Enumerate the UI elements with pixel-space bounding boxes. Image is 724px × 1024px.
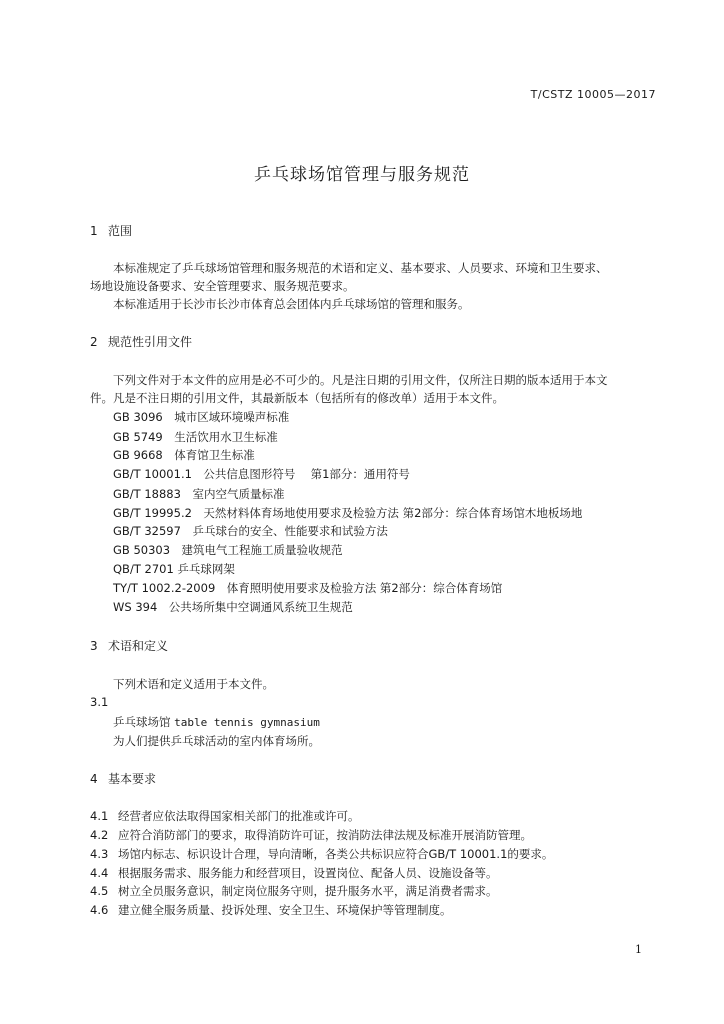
reference-item: GB/T 10001.1 公共信息图形符号 第1部分：通用符号 [113,467,410,481]
item-number: 4.1 [90,809,109,823]
item-text: 经营者应依法取得国家相关部门的批准或许可。 [118,809,360,823]
item-number: 4.4 [90,866,109,880]
paragraph: 件。凡是不注日期的引用文件，其最新版本（包括所有的修改单）适用于本文件。 [90,391,504,405]
reference-item: TY/T 1002.2-2009 体育照明使用要求及检验方法 第2部分：综合体育场馆 [113,581,503,595]
section-number: 3 [90,639,98,653]
requirement-item [90,883,498,899]
term-entry [113,714,320,730]
paragraph: 本标准适用于长沙市长沙市体育总会团体内乒乓球场馆的管理和服务。 [113,297,470,311]
reference-item: WS 394 公共场所集中空调通风系统卫生规范 [113,600,353,614]
section-number: 2 [90,335,98,349]
reference-item: GB 9668 体育馆卫生标准 [113,448,255,462]
reference-item: QB/T 2701 乒乓球网架 [113,562,235,576]
section-number: 4 [90,772,98,786]
requirement-item [90,846,553,862]
reference-item: GB/T 32597 乒乓球台的安全、性能要求和试验方法 [113,524,388,538]
page-title: 乒乓球场馆管理与服务规范 [254,165,470,185]
section-title: 规范性引用文件 [108,335,193,349]
paragraph: 场地设施设备要求、安全管理要求、服务规范要求。 [90,279,355,293]
reference-item: GB 5749 生活饮用水卫生标准 [113,430,278,444]
item-number: 4.2 [90,828,109,842]
item-number: 4.3 [90,847,109,861]
requirement-item [90,808,360,824]
paragraph: 下列文件对于本文件的应用是必不可少的。凡是注日期的引用文件，仅所注日期的版本适用于本文 [113,373,608,387]
reference-item: GB 50303 建筑电气工程施工质量验收规范 [113,543,343,557]
reference-item: GB/T 18883 室内空气质量标准 [113,487,285,501]
reference-item: GB/T 19995.2 天然材料体育场地使用要求及检验方法 第2部分：综合体育场馆木地板场地 [113,506,583,520]
paragraph: 本标准规定了乒乓球场馆管理和服务规范的术语和定义、基本要求、人员要求、环境和卫生要求、 [113,261,608,275]
requirement-item [90,827,532,843]
section-title: 基本要求 [108,772,157,786]
subclause-number: 3.1 [90,695,109,709]
item-text: 应符合消防部门的要求，取得消防许可证，按消防法律法规及标准开展消防管理。 [118,828,532,842]
term-english: table tennis gymnasium [174,716,320,729]
section-2-heading [90,333,192,350]
document-code: T/CSTZ 10005—2017 [530,88,656,101]
section-title: 术语和定义 [108,639,169,653]
section-3-heading [90,637,168,654]
section-number: 1 [90,224,98,238]
item-number: 4.6 [90,903,109,917]
item-text: 树立全员服务意识，制定岗位服务守则，提升服务水平，满足消费者需求。 [118,884,498,898]
item-text: 根据服务需求、服务能力和经营项目，设置岗位、配备人员、设施设备等。 [118,866,498,880]
requirement-item [90,865,498,881]
reference-item: GB 3096 城市区域环境噪声标准 [113,410,290,424]
item-text: 建立健全服务质量、投诉处理、安全卫生、环境保护等管理制度。 [118,903,452,917]
item-text: 场馆内标志、标识设计合理，导向清晰，各类公共标识应符合GB/T 10001.1的要求。 [118,847,554,861]
requirement-item [90,902,452,918]
paragraph: 下列术语和定义适用于本文件。 [113,677,274,691]
section-title: 范围 [108,224,133,238]
section-1-heading [90,222,132,239]
page-number: 1 [635,943,642,956]
section-4-heading [90,770,156,787]
term-chinese: 乒乓球场馆 [113,715,171,729]
item-number: 4.5 [90,884,109,898]
term-definition: 为人们提供乒乓球活动的室内体育场所。 [113,734,320,748]
